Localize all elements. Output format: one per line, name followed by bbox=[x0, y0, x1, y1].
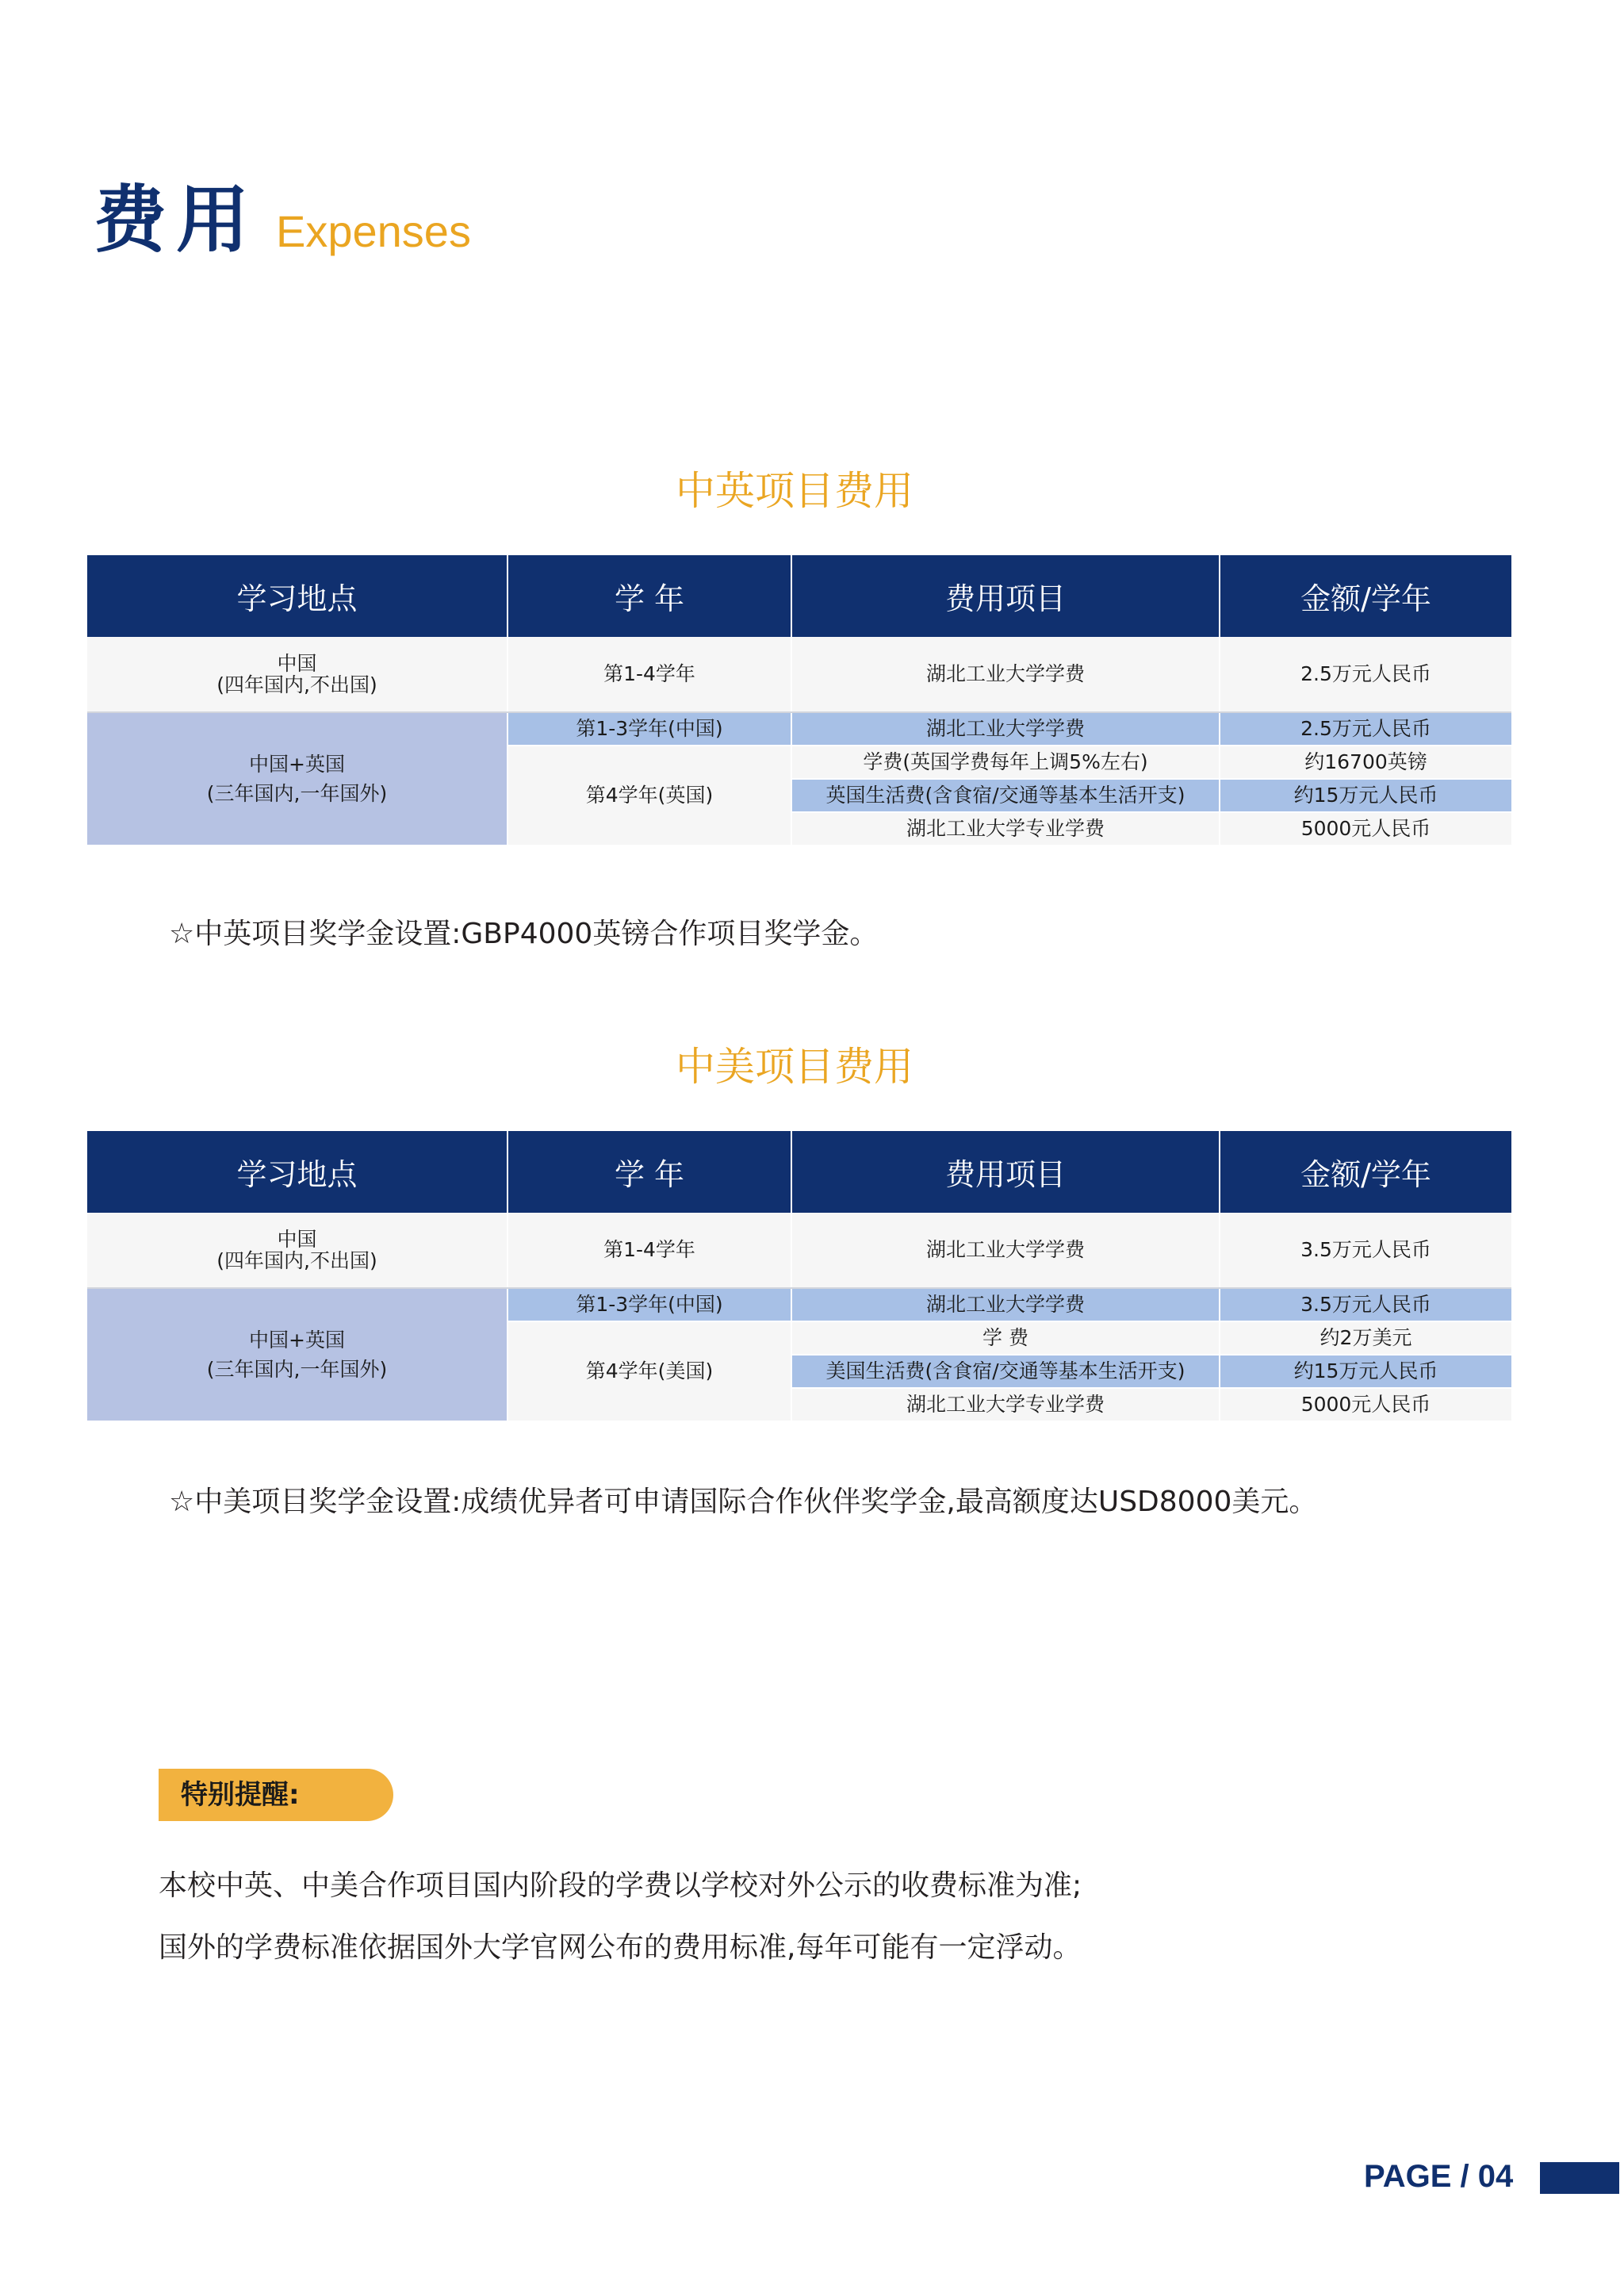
reminder-line-2: 国外的学费标准依据国外大学官网公布的费用标准,每年可能有一定浮动。 bbox=[159, 1931, 1082, 1964]
uk-fee-table bbox=[87, 555, 1511, 846]
amount-cell: 5000元人民币 bbox=[1220, 1388, 1511, 1421]
location-cell: 中国+英国 (三年国内,一年国外) bbox=[87, 1288, 508, 1421]
us-fee-table bbox=[87, 1131, 1511, 1422]
col-header-amount: 金额/学年 bbox=[1220, 1131, 1511, 1213]
table-row bbox=[87, 637, 1511, 712]
amount-cell: 3.5万元人民币 bbox=[1220, 1213, 1511, 1288]
table-row bbox=[87, 1288, 1511, 1321]
table-row bbox=[87, 712, 1511, 746]
uk-scholarship-note: ☆中英项目奖学金设置:GBP4000英镑合作项目奖学金。 bbox=[169, 918, 879, 950]
col-header-item: 费用项目 bbox=[791, 1131, 1220, 1213]
uk-section-title: 中英项目费用 bbox=[676, 468, 914, 514]
page-number: PAGE / 04 bbox=[1364, 2159, 1514, 2194]
table-row bbox=[87, 1213, 1511, 1288]
special-reminder-badge: 特别提醒: bbox=[159, 1769, 393, 1821]
amount-cell: 约15万元人民币 bbox=[1220, 1355, 1511, 1388]
item-cell: 美国生活费(含食宿/交通等基本生活开支) bbox=[791, 1355, 1220, 1388]
year-cell: 第1-3学年(中国) bbox=[508, 1288, 791, 1321]
table-header-row bbox=[87, 1131, 1511, 1213]
col-header-location: 学习地点 bbox=[87, 555, 508, 637]
item-cell: 学费(英国学费每年上调5%左右) bbox=[791, 746, 1220, 779]
item-cell: 学 费 bbox=[791, 1321, 1220, 1355]
amount-cell: 约2万美元 bbox=[1220, 1321, 1511, 1355]
page-accent-bar bbox=[1540, 2162, 1619, 2194]
us-section-title: 中美项目费用 bbox=[676, 1044, 914, 1090]
year-cell: 第1-4学年 bbox=[508, 1213, 791, 1288]
col-header-item: 费用项目 bbox=[791, 555, 1220, 637]
item-cell: 湖北工业大学专业学费 bbox=[791, 812, 1220, 845]
item-cell: 湖北工业大学学费 bbox=[791, 637, 1220, 712]
page-title-english: Expenses bbox=[276, 206, 471, 256]
location-cell: 中国 (四年国内,不出国) bbox=[87, 1213, 508, 1288]
page-heading bbox=[94, 178, 471, 263]
page-title: 费用 bbox=[94, 178, 259, 263]
year-cell: 第1-4学年 bbox=[508, 637, 791, 712]
year-cell: 第4学年(英国) bbox=[508, 746, 791, 845]
col-header-amount: 金额/学年 bbox=[1220, 555, 1511, 637]
item-cell: 湖北工业大学学费 bbox=[791, 1288, 1220, 1321]
amount-cell: 3.5万元人民币 bbox=[1220, 1288, 1511, 1321]
amount-cell: 2.5万元人民币 bbox=[1220, 637, 1511, 712]
year-cell: 第1-3学年(中国) bbox=[508, 712, 791, 746]
col-header-year: 学 年 bbox=[508, 555, 791, 637]
location-cell: 中国 (四年国内,不出国) bbox=[87, 637, 508, 712]
reminder-line-1: 本校中英、中美合作项目国内阶段的学费以学校对外公示的收费标准为准; bbox=[159, 1869, 1082, 1902]
item-cell: 湖北工业大学专业学费 bbox=[791, 1388, 1220, 1421]
location-cell: 中国+英国 (三年国内,一年国外) bbox=[87, 712, 508, 845]
item-cell: 湖北工业大学学费 bbox=[791, 1213, 1220, 1288]
col-header-location: 学习地点 bbox=[87, 1131, 508, 1213]
amount-cell: 约16700英镑 bbox=[1220, 746, 1511, 779]
us-scholarship-note: ☆中美项目奖学金设置:成绩优异者可申请国际合作伙伴奖学金,最高额度达USD8000美元。 bbox=[169, 1486, 1318, 1518]
col-header-year: 学 年 bbox=[508, 1131, 791, 1213]
amount-cell: 5000元人民币 bbox=[1220, 812, 1511, 845]
year-cell: 第4学年(美国) bbox=[508, 1321, 791, 1421]
amount-cell: 2.5万元人民币 bbox=[1220, 712, 1511, 746]
item-cell: 湖北工业大学学费 bbox=[791, 712, 1220, 746]
table-header-row bbox=[87, 555, 1511, 637]
item-cell: 英国生活费(含食宿/交通等基本生活开支) bbox=[791, 779, 1220, 812]
amount-cell: 约15万元人民币 bbox=[1220, 779, 1511, 812]
